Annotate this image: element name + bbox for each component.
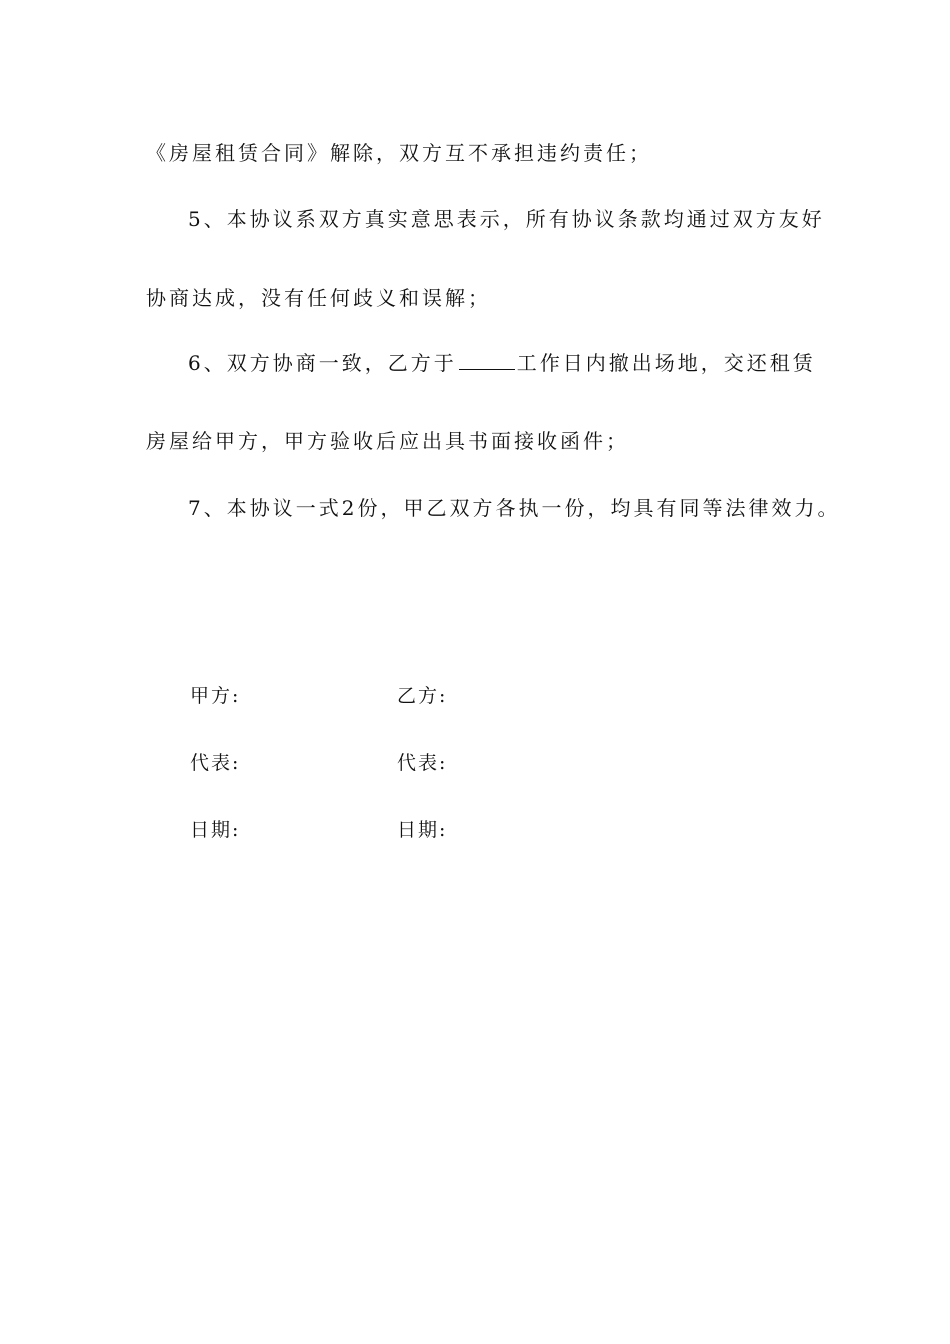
paragraph-7-line-1: 7、本协议一式2份，甲乙双方各执一份，均具有同等法律效力。	[188, 496, 841, 520]
paragraph-6-line-2: 房屋给甲方，甲方验收后应出具书面接收函件；	[146, 429, 629, 453]
paragraph-6-text-after-blank: 工作日内撤出场地，交还租赁	[516, 351, 816, 375]
party-a-label: 甲方:	[190, 685, 241, 707]
party-b-label: 乙方:	[397, 685, 448, 707]
paragraph-5-line-1: 5、本协议系双方真实意思表示，所有协议条款均通过双方友好	[188, 207, 825, 231]
party-a-date-label: 日期:	[190, 819, 241, 841]
paragraph-6-line-1	[188, 351, 816, 375]
party-a-rep-label: 代表:	[190, 752, 241, 774]
workdays-blank	[459, 351, 515, 370]
paragraph-5-line-2: 协商达成，没有任何歧义和误解；	[146, 286, 491, 310]
paragraph-4-continuation: 《房屋租赁合同》解除，双方互不承担违约责任；	[146, 141, 652, 165]
paragraph-6-text-before-blank: 6、双方协商一致，乙方于	[188, 351, 457, 375]
party-b-date-label: 日期:	[397, 819, 448, 841]
party-b-rep-label: 代表:	[397, 752, 448, 774]
